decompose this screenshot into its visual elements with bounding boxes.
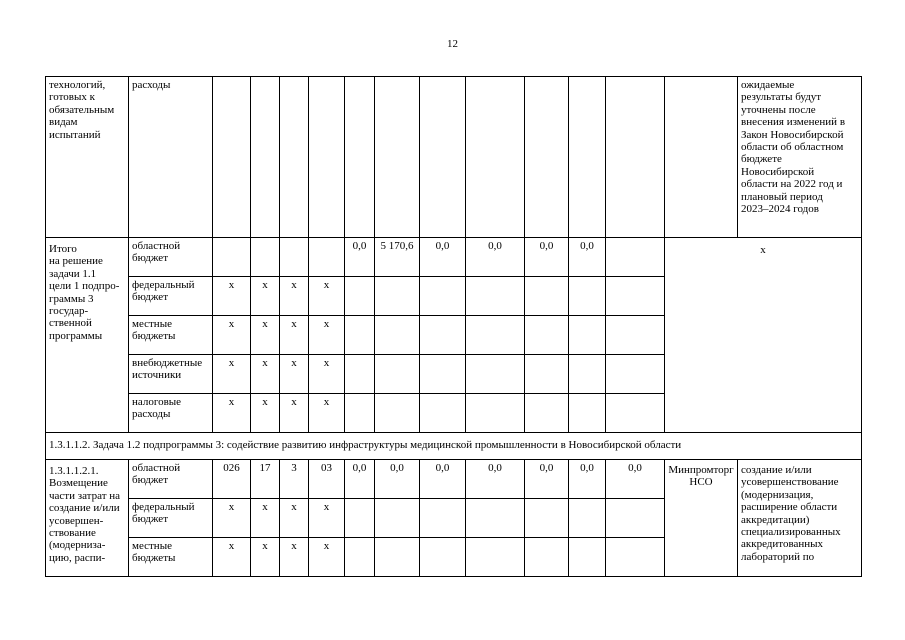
- code-cell: 03: [309, 460, 345, 499]
- activity-name-cell: технологий, готовых к обязательным видам испытаний: [46, 77, 129, 238]
- code-cell: х: [213, 499, 251, 538]
- table-row: [46, 433, 862, 460]
- total-results-cell: х: [665, 238, 862, 433]
- value-cell: [606, 238, 665, 277]
- code-cell: х: [280, 538, 309, 577]
- executor-cell: Минпромторг НСО: [665, 460, 738, 577]
- page-number: 12: [447, 38, 458, 50]
- code-cell: х: [280, 499, 309, 538]
- code-cell: х: [213, 355, 251, 394]
- code-cell: х: [280, 277, 309, 316]
- value-cell: 5 170,6: [375, 238, 420, 277]
- value-cell: 0,0: [466, 460, 525, 499]
- code-cell: х: [251, 538, 280, 577]
- item-name-cell: 1.3.1.1.2.1. Возмещение части затрат на создание и/или усовершен- ствование (модерниза- цию, распи-: [46, 460, 129, 577]
- expected-results-cell: создание и/или усовершенствование (модернизация, расширение области аккредитации) специализированных аккредитованных лабораторий по: [738, 460, 862, 577]
- value-cell: 0,0: [466, 238, 525, 277]
- code-cell: х: [309, 499, 345, 538]
- funding-source-cell: федеральный бюджет: [129, 277, 213, 316]
- value-cell: 0,0: [606, 460, 665, 499]
- value-cell: 0,0: [345, 460, 375, 499]
- funding-source-cell: налоговые расходы: [129, 394, 213, 433]
- table-row: [46, 460, 862, 499]
- table-row: [46, 77, 862, 238]
- code-cell: х: [309, 538, 345, 577]
- code-cell: х: [251, 355, 280, 394]
- code-cell: х: [213, 316, 251, 355]
- funding-source-cell: расходы: [129, 77, 213, 238]
- value-cell: 0,0: [375, 460, 420, 499]
- code-cell: х: [213, 538, 251, 577]
- code-cell: 026: [213, 460, 251, 499]
- expected-results-cell: ожидаемые результаты будут уточнены после внесения изменений в Закон Новосибирской области об областном бюджете Новосибирской области на 2022 год и плановый период 2023–2024 годов: [738, 77, 862, 238]
- total-name-cell: Итого на решение задачи 1.1 цели 1 подпро- граммы 3 государ- ственной программы: [46, 238, 129, 433]
- code-cell: [251, 238, 280, 277]
- code-cell: х: [251, 499, 280, 538]
- funding-source-cell: областной бюджет: [129, 460, 213, 499]
- funding-source-cell: федеральный бюджет: [129, 499, 213, 538]
- value-cell: 0,0: [569, 460, 606, 499]
- table-row: [46, 238, 862, 277]
- code-cell: [280, 238, 309, 277]
- code-cell: 3: [280, 460, 309, 499]
- value-cell: 0,0: [525, 460, 569, 499]
- funding-source-cell: областной бюджет: [129, 238, 213, 277]
- code-cell: х: [251, 394, 280, 433]
- value-cell: 0,0: [345, 238, 375, 277]
- funding-source-cell: местные бюджеты: [129, 316, 213, 355]
- code-cell: 17: [251, 460, 280, 499]
- code-cell: х: [309, 277, 345, 316]
- code-cell: [309, 238, 345, 277]
- value-cell: 0,0: [420, 460, 466, 499]
- funding-source-cell: внебюджетные источники: [129, 355, 213, 394]
- value-cell: 0,0: [420, 238, 466, 277]
- code-cell: [213, 238, 251, 277]
- code-cell: х: [213, 277, 251, 316]
- program-table: [45, 76, 862, 577]
- code-cell: х: [213, 394, 251, 433]
- value-cell: 0,0: [569, 238, 606, 277]
- code-cell: х: [309, 355, 345, 394]
- code-cell: х: [251, 277, 280, 316]
- code-cell: х: [280, 316, 309, 355]
- code-cell: х: [251, 316, 280, 355]
- code-cell: х: [280, 394, 309, 433]
- code-cell: х: [280, 355, 309, 394]
- funding-source-cell: местные бюджеты: [129, 538, 213, 577]
- code-cell: х: [309, 316, 345, 355]
- value-cell: 0,0: [525, 238, 569, 277]
- task-header: 1.3.1.1.2. Задача 1.2 подпрограммы 3: содействие развитию инфраструктуры медицинской промышленности в Новосибирской области: [46, 433, 862, 460]
- code-cell: х: [309, 394, 345, 433]
